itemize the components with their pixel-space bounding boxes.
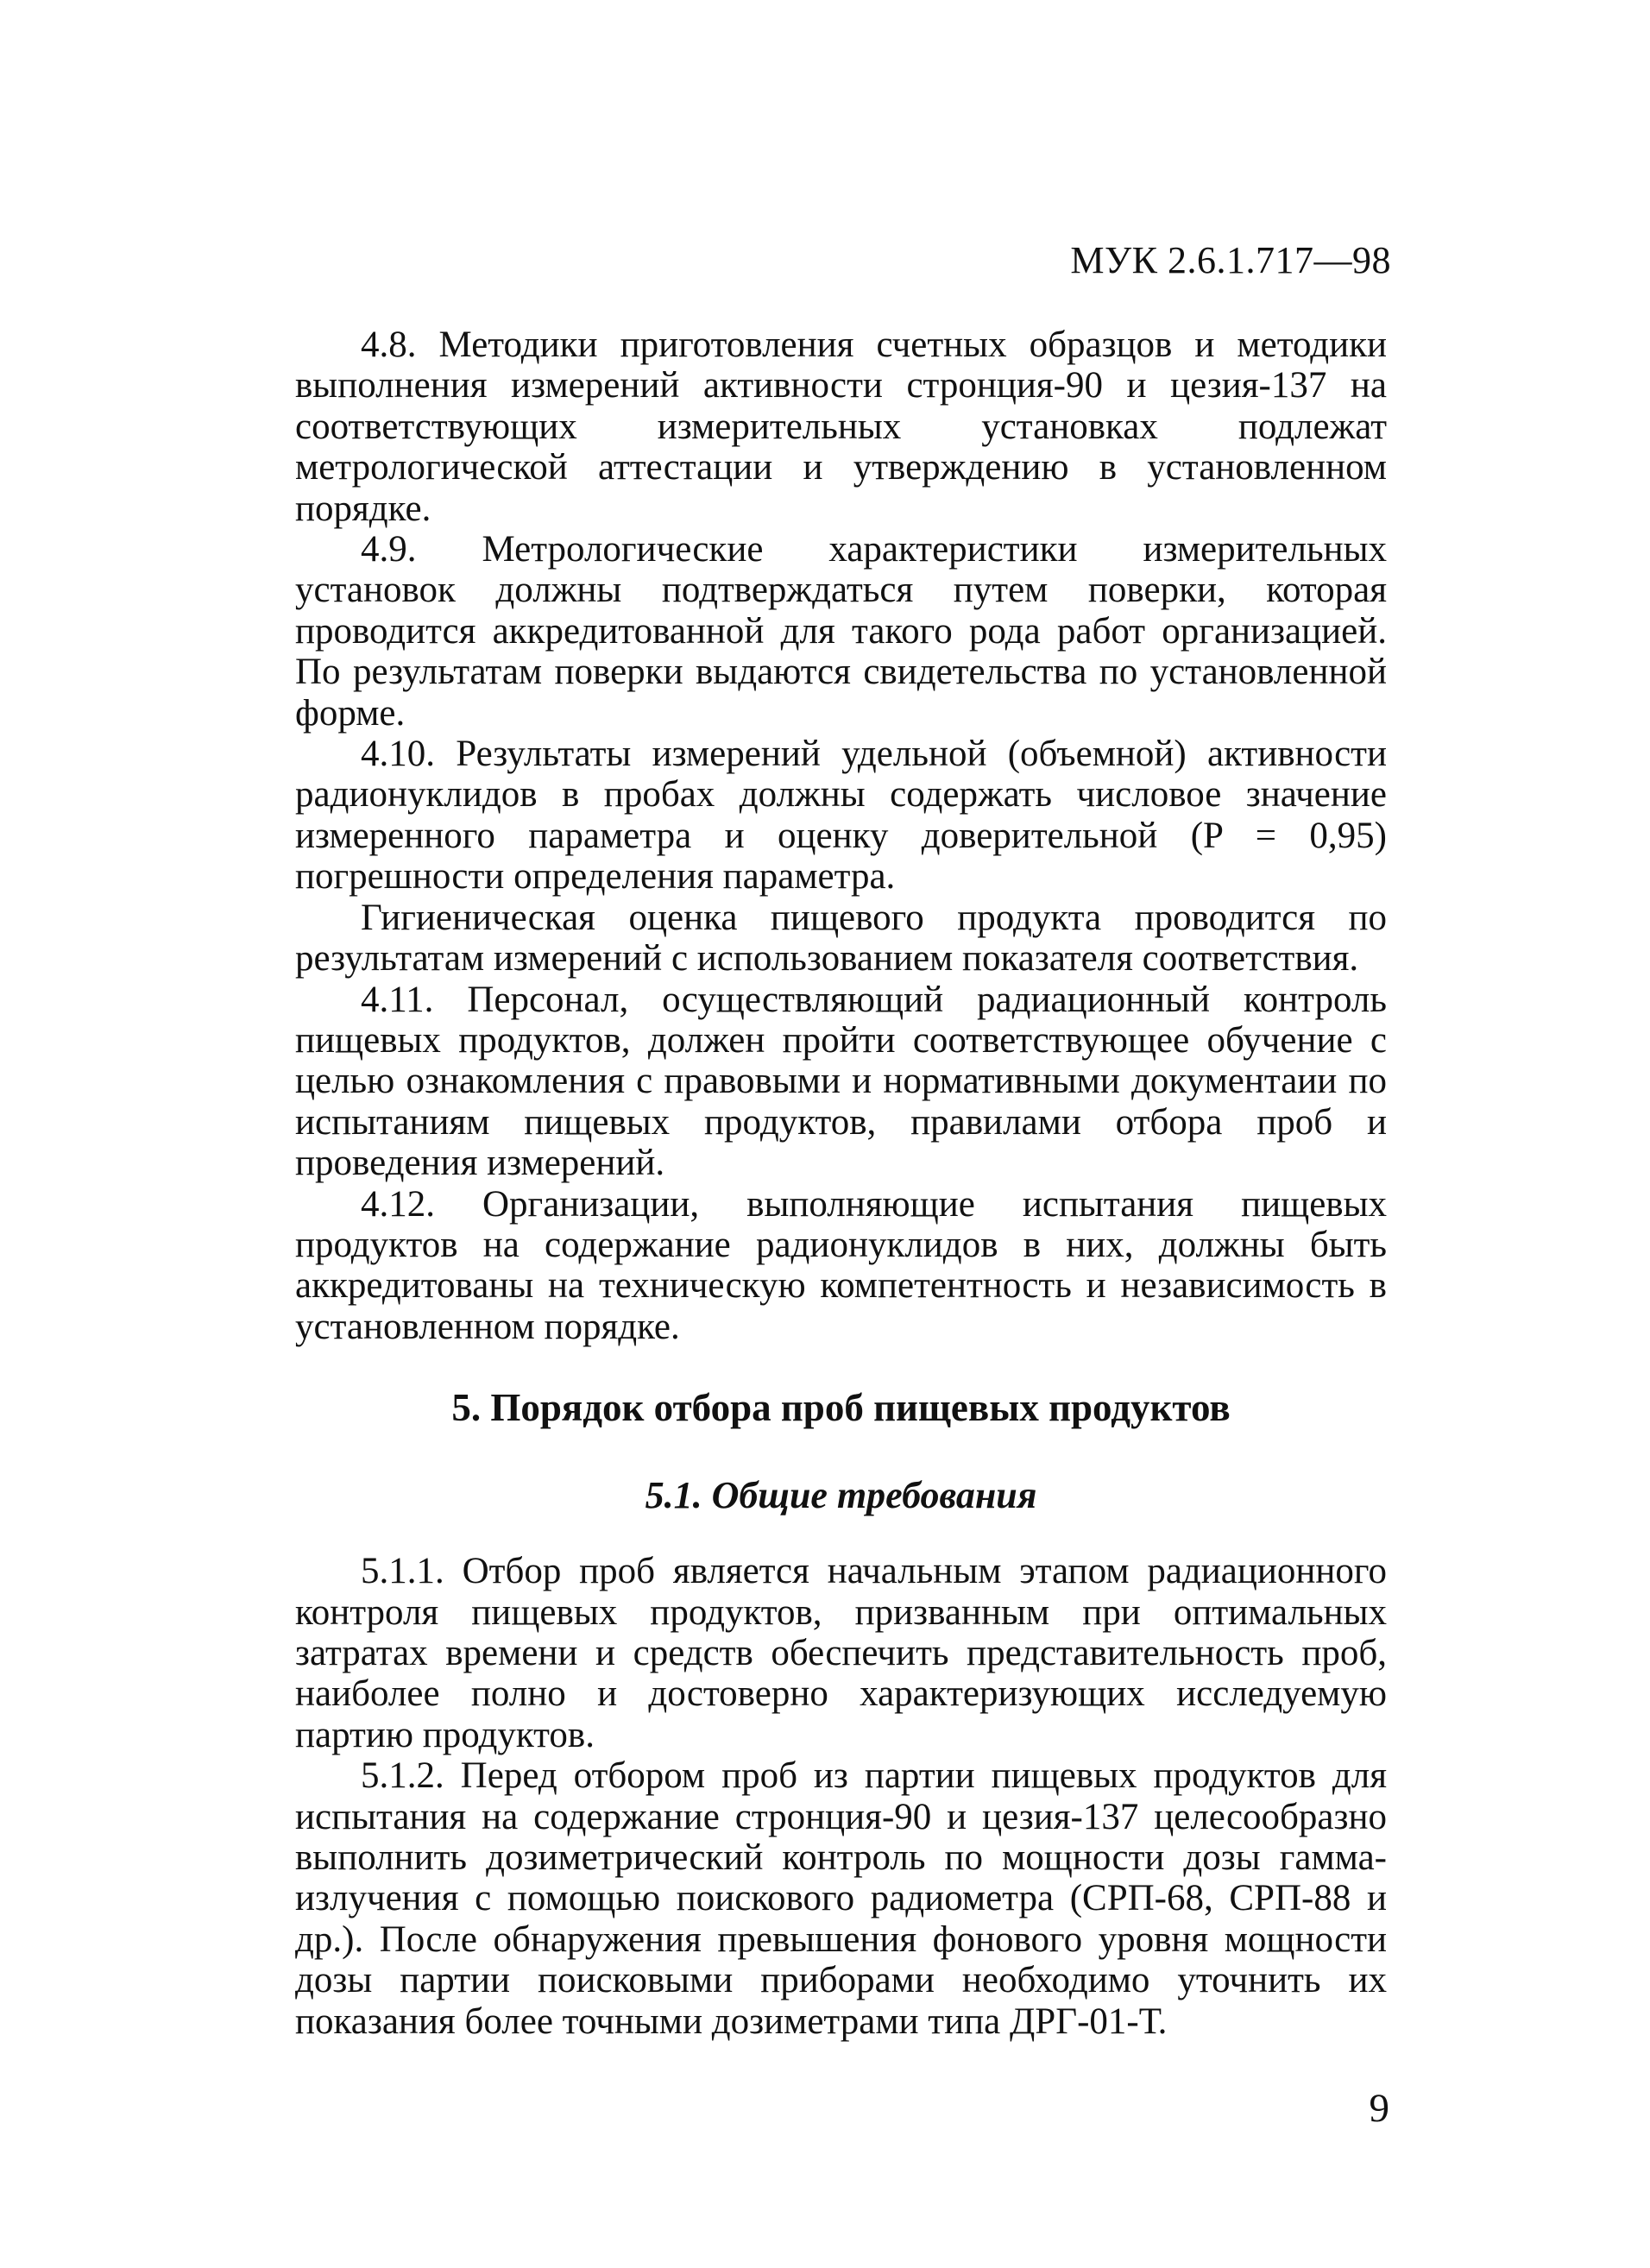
paragraph-4-11: 4.11. Персонал, осуществляющий радиационный контроль пищевых продуктов, должен пройти соответствующее обучение с целью ознакомления с правовыми и нормативными документаии по испытаниям пищевых продуктов, правилами отбора проб и проведения измерений.	[295, 979, 1387, 1184]
paragraph-5-1-2: 5.1.2. Перед отбором проб из партии пищевых продуктов для испытания на содержание стронция-90 и цезия-137 целесообразно выполнить дозиметрический контроль по мощности дозы гамма-излучения с помощью поискового радиометра (СРП-68, СРП-88 и др.). После обнаружения превышения фонового уровня мощности дозы партии поисковыми приборами необходимо уточнить их показания более точными дозиметрами типа ДРГ-01-Т.	[295, 1755, 1387, 2042]
page-body	[295, 324, 1387, 2042]
page-number: 9	[1369, 2086, 1389, 2131]
paragraph-4-9: 4.9. Метрологические характеристики измерительных установок должны подтверждаться путем поверки, которая проводится аккредитованной для такого рода работ организацией. По результатам поверки выдаются свидетельства по установленной форме.	[295, 529, 1387, 734]
paragraph-5-1-1: 5.1.1. Отбор проб является начальным этапом радиационного контроля пищевых продуктов, призванным при оптимальных затратах времени и средств обеспечить представительность проб, наиболее полно и достоверно характеризующих исследуемую партию продуктов.	[295, 1551, 1387, 1755]
paragraph-hygienic-assessment: Гигиеническая оценка пищевого продукта проводится по результатам измерений с использованием показателя соответствия.	[295, 897, 1387, 980]
paragraph-4-10: 4.10. Результаты измерений удельной (объемной) активности радионуклидов в пробах должны содержать числовое значение измеренного параметра и оценку доверительной (P = 0,95) погрешности определения параметра.	[295, 734, 1387, 898]
paragraph-4-12: 4.12. Организации, выполняющие испытания пищевых продуктов на содержание радионуклидов в них, должны быть аккредитованы на техническую компетентность и независимость в установленном порядке.	[295, 1183, 1387, 1347]
document-code-header: МУК 2.6.1.717—98	[1070, 239, 1391, 281]
subsection-title: 5.1. Общие требования	[645, 1474, 1037, 1517]
paragraph-4-8: 4.8. Методики приготовления счетных образцов и методики выполнения измерений активности стронция-90 и цезия-137 на соответствующих измерительных установках подлежат метрологической аттестации и утверждению в установленном порядке.	[295, 324, 1387, 529]
section-title: 5. Порядок отбора проб пищевых продуктов	[451, 1386, 1231, 1430]
